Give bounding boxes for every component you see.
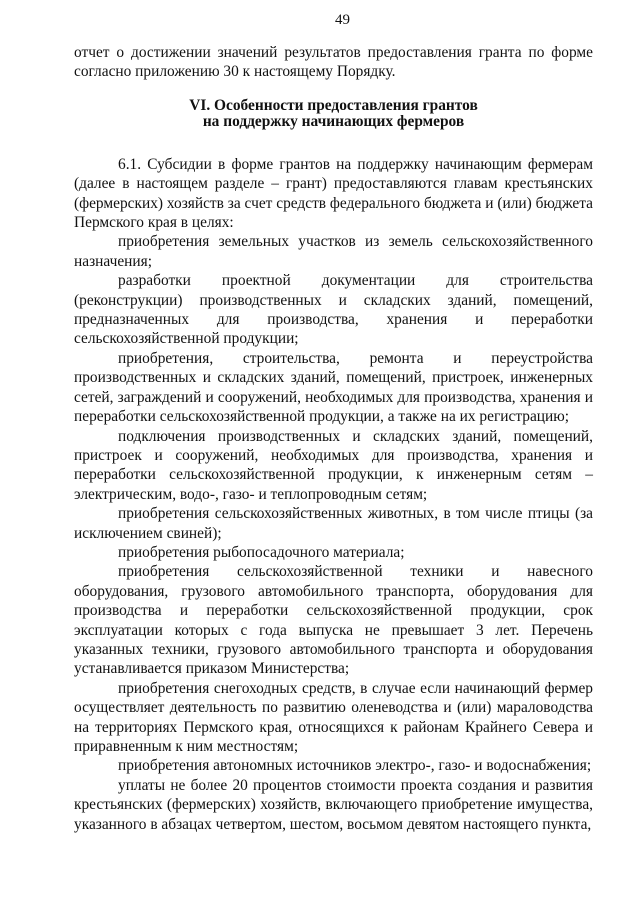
intro-paragraph: отчет о достижении значений результатов предоставления гранта по форме согласно приложению 30 к настоящему Порядку. — [74, 44, 593, 81]
paragraph-construction: приобретения, строительства, ремонта и переустройства производственных и складских зданий, помещений, пристроек, инженерных сетей, заграждений и сооружений, необходимых для производства, хранения и переработки сельскохозяйственной продукции, а также на их регистрацию; — [74, 349, 593, 426]
page-number: 49 — [335, 12, 350, 28]
section-title-line-1: VI. Особенности предоставления грантов — [189, 96, 478, 114]
paragraph-machinery: приобретения сельскохозяйственной техники и навесного оборудования, грузового автомобильного транспорта, оборудования для производства и переработки сельскохозяйственной продукции, срок эксплуатации которых с года выпуска не превышает 3 лет. Перечень указанных техники, грузового автомобильного транспорта и оборудования устанавливается приказом Министерства; — [74, 563, 593, 678]
paragraph-autonomous-sources: приобретения автономных источников электро-, газо- и водоснабжения; — [118, 757, 592, 775]
section-title — [74, 98, 593, 131]
paragraph-fish: приобретения рыбопосадочного материала; — [118, 543, 405, 561]
paragraph-6-1: 6.1. Субсидии в форме грантов на поддержку начинающим фермерам (далее в настоящем разделе – грант) предоставляются главам крестьянских (фермерских) хозяйств за счет средств федерального бюджета и (или) бюджета Пермского края в целях: — [74, 155, 593, 232]
paragraph-payment: уплаты не более 20 процентов стоимости проекта создания и развития крестьянских (фермерских) хозяйств, включающего приобретение имущества, указанного в абзацах четвертом, шестом, восьмом девятом настоящего пункта, — [74, 776, 593, 833]
paragraph-land-plots: приобретения земельных участков из земель сельскохозяйственного назначения; — [74, 233, 593, 270]
section-title-line-2: на поддержку начинающих фермеров — [202, 113, 465, 131]
paragraph-animals: приобретения сельскохозяйственных животных, в том числе птицы (за исключением свиней); — [74, 505, 593, 542]
paragraph-project-docs: разработки проектной документации для строительства (реконструкции) производственных и складских зданий, помещений, предназначенных для производства, хранения и переработки сельскохозяйственной продукции; — [74, 272, 593, 348]
paragraph-snowmobiles: приобретения снегоходных средств, в случае если начинающий фермер осуществляет деятельность по развитию оленеводства и (или) мараловодства на территориях Пермского края, относящихся к районам Крайнего Севера и приравненным к ним местностям; — [74, 679, 593, 755]
paragraph-utilities: подключения производственных и складских зданий, помещений, пристроек и сооружений, необходимых для производства, хранения и переработки сельскохозяйственной продукции, к инженерным сетям – электрическим, водо-, газо- и теплопроводным сетям; — [74, 427, 593, 503]
